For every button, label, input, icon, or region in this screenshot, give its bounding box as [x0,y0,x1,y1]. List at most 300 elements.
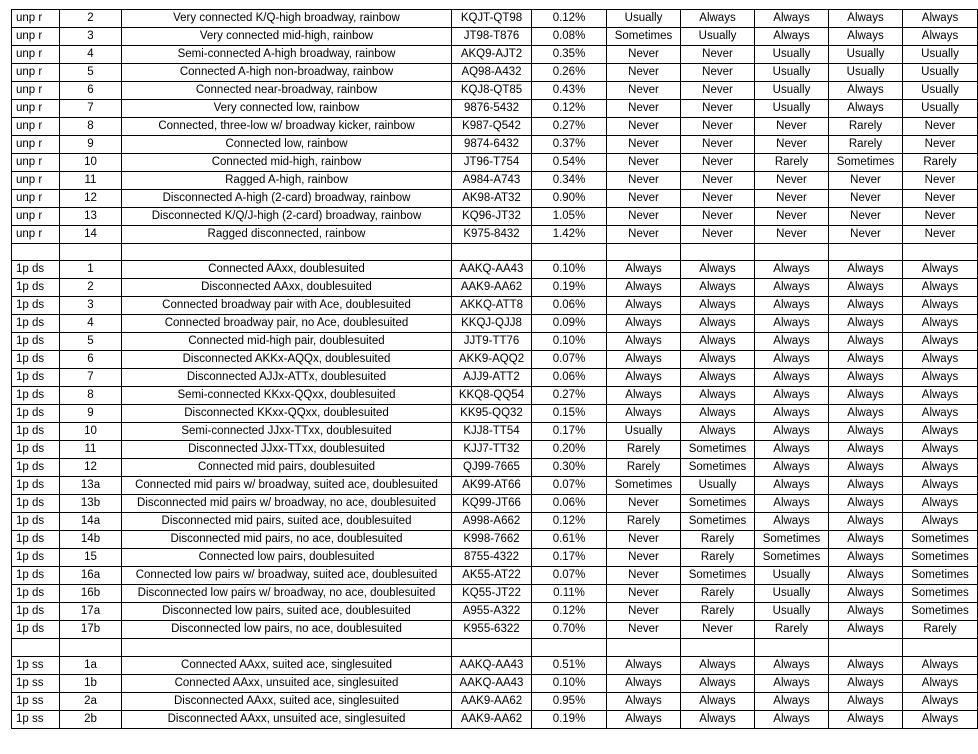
action-3-cell: Usually [755,82,829,100]
action-2-cell: Never [681,154,755,172]
category-cell [12,639,60,656]
action-3-cell: Always [755,297,829,315]
action-5-cell: Always [903,656,978,674]
description-cell: Connected mid pairs, doublesuited [122,459,452,477]
action-3-cell: Always [755,495,829,513]
range-cell: A955-A322 [452,603,532,621]
action-1-cell: Never [607,136,681,154]
index-cell: 10 [60,423,122,441]
frequency-cell: 0.51% [532,656,607,674]
category-cell: unp r [12,172,60,190]
action-1-cell: Never [607,603,681,621]
action-3-cell: Always [755,315,829,333]
index-cell: 2b [60,710,122,728]
action-4-cell: Always [829,621,903,639]
action-5-cell: Always [903,387,978,405]
frequency-cell: 0.17% [532,549,607,567]
action-5-cell: Usually [903,82,978,100]
action-4-cell: Sometimes [829,154,903,172]
action-3-cell: Always [755,279,829,297]
description-cell: Very connected K/Q-high broadway, rainbow [122,10,452,28]
action-3-cell: Usually [755,603,829,621]
action-3-cell: Always [755,441,829,459]
action-5-cell: Always [903,297,978,315]
index-cell: 16a [60,567,122,585]
description-cell: Disconnected low pairs w/ broadway, no ace, doublesuited [122,585,452,603]
range-cell: KJJ7-TT32 [452,441,532,459]
action-5-cell: Always [903,333,978,351]
description-cell: Connected low pairs, doublesuited [122,549,452,567]
description-cell: Very connected mid-high, rainbow [122,28,452,46]
table-body [12,10,978,729]
action-4-cell: Always [829,549,903,567]
action-1-cell: Always [607,692,681,710]
action-5-cell: Never [903,208,978,226]
table-row [12,82,978,100]
category-cell: 1p ss [12,692,60,710]
action-5-cell: Always [903,261,978,279]
frequency-cell: 0.08% [532,28,607,46]
action-1-cell: Always [607,387,681,405]
description-cell: Connected AAxx, unsuited ace, singlesuited [122,674,452,692]
action-3-cell: Never [755,118,829,136]
frequency-cell: 0.10% [532,674,607,692]
action-2-cell: Never [681,172,755,190]
frequency-cell: 0.35% [532,46,607,64]
action-2-cell [681,639,755,656]
index-cell: 13 [60,208,122,226]
frequency-cell: 0.06% [532,297,607,315]
action-4-cell [829,639,903,656]
index-cell: 9 [60,136,122,154]
index-cell: 6 [60,82,122,100]
category-cell: 1p ss [12,656,60,674]
action-4-cell: Always [829,82,903,100]
action-1-cell: Usually [607,10,681,28]
action-5-cell: Sometimes [903,531,978,549]
category-cell: 1p ss [12,674,60,692]
range-cell: 8755-4322 [452,549,532,567]
range-cell: AKQ9-AJT2 [452,46,532,64]
table-row [12,154,978,172]
index-cell: 13b [60,495,122,513]
action-2-cell: Sometimes [681,441,755,459]
action-2-cell: Always [681,315,755,333]
category-cell: 1p ds [12,297,60,315]
table-row [12,244,978,261]
action-1-cell: Always [607,279,681,297]
range-cell: KK95-QQ32 [452,405,532,423]
description-cell [122,244,452,261]
category-cell: 1p ds [12,621,60,639]
action-2-cell [681,244,755,261]
frequency-cell: 0.06% [532,495,607,513]
action-4-cell: Always [829,513,903,531]
description-cell: Disconnected mid pairs, suited ace, doublesuited [122,513,452,531]
action-4-cell: Always [829,692,903,710]
action-2-cell: Rarely [681,585,755,603]
action-4-cell: Never [829,190,903,208]
frequency-cell: 1.05% [532,208,607,226]
action-3-cell: Never [755,190,829,208]
table-row [12,423,978,441]
action-2-cell: Never [681,100,755,118]
range-cell: AKK9-AQQ2 [452,351,532,369]
frequency-cell: 0.17% [532,423,607,441]
action-5-cell: Always [903,441,978,459]
description-cell: Connected mid-high pair, doublesuited [122,333,452,351]
table-row [12,674,978,692]
action-1-cell: Never [607,172,681,190]
index-cell: 7 [60,100,122,118]
range-cell: AKKQ-ATT8 [452,297,532,315]
action-4-cell: Always [829,477,903,495]
action-3-cell: Always [755,692,829,710]
action-3-cell: Sometimes [755,531,829,549]
action-5-cell: Always [903,279,978,297]
range-cell: KKQ8-QQ54 [452,387,532,405]
action-2-cell: Usually [681,477,755,495]
action-1-cell: Always [607,405,681,423]
frequency-cell: 0.27% [532,118,607,136]
range-cell: A984-A743 [452,172,532,190]
index-cell: 9 [60,405,122,423]
frequency-cell: 0.07% [532,477,607,495]
description-cell: Disconnected KKxx-QQxx, doublesuited [122,405,452,423]
action-1-cell: Never [607,585,681,603]
action-3-cell: Always [755,333,829,351]
range-cell: AK98-AT32 [452,190,532,208]
description-cell: Disconnected AKKx-AQQx, doublesuited [122,351,452,369]
action-4-cell: Usually [829,46,903,64]
action-1-cell: Never [607,100,681,118]
index-cell: 10 [60,154,122,172]
table-row [12,405,978,423]
description-cell: Ragged disconnected, rainbow [122,226,452,244]
action-3-cell: Always [755,405,829,423]
action-4-cell: Always [829,656,903,674]
index-cell [60,639,122,656]
range-cell: AAK9-AA62 [452,710,532,728]
range-cell: K955-6322 [452,621,532,639]
action-3-cell: Never [755,136,829,154]
action-1-cell: Rarely [607,459,681,477]
action-2-cell: Usually [681,28,755,46]
description-cell: Connected AAxx, suited ace, singlesuited [122,656,452,674]
action-1-cell: Rarely [607,441,681,459]
description-cell: Disconnected mid pairs, no ace, doublesuited [122,531,452,549]
frequency-cell: 0.26% [532,64,607,82]
action-5-cell: Always [903,495,978,513]
category-cell: 1p ss [12,710,60,728]
table-row [12,459,978,477]
table-row [12,64,978,82]
table-row [12,477,978,495]
index-cell: 2a [60,692,122,710]
action-2-cell: Always [681,674,755,692]
action-5-cell: Rarely [903,154,978,172]
range-cell: KJJ8-TT54 [452,423,532,441]
action-4-cell: Always [829,603,903,621]
description-cell: Disconnected AAxx, suited ace, singlesuited [122,692,452,710]
action-5-cell: Always [903,351,978,369]
range-cell: AK99-AT66 [452,477,532,495]
category-cell: 1p ds [12,369,60,387]
action-4-cell: Never [829,208,903,226]
action-4-cell: Always [829,441,903,459]
action-2-cell: Always [681,279,755,297]
table-row [12,136,978,154]
index-cell: 14a [60,513,122,531]
range-cell: KQ55-JT22 [452,585,532,603]
table-row [12,513,978,531]
frequency-cell: 0.19% [532,279,607,297]
action-4-cell: Always [829,297,903,315]
index-cell: 5 [60,333,122,351]
table-row [12,28,978,46]
action-2-cell: Always [681,692,755,710]
description-cell: Very connected low, rainbow [122,100,452,118]
range-cell: KQJ8-QT85 [452,82,532,100]
description-cell: Disconnected K/Q/J-high (2-card) broadway, rainbow [122,208,452,226]
range-cell: AAKQ-AA43 [452,674,532,692]
action-2-cell: Always [681,10,755,28]
frequency-cell [532,639,607,656]
action-4-cell: Usually [829,64,903,82]
category-cell: unp r [12,28,60,46]
action-5-cell: Always [903,710,978,728]
action-2-cell: Never [681,46,755,64]
action-5-cell: Always [903,513,978,531]
action-5-cell: Always [903,28,978,46]
action-5-cell: Always [903,477,978,495]
action-5-cell: Always [903,10,978,28]
index-cell: 11 [60,172,122,190]
action-3-cell: Usually [755,585,829,603]
action-4-cell: Never [829,172,903,190]
action-1-cell: Always [607,656,681,674]
action-5-cell: Always [903,369,978,387]
frequency-cell: 0.12% [532,10,607,28]
action-5-cell [903,244,978,261]
action-4-cell: Always [829,585,903,603]
index-cell: 4 [60,46,122,64]
category-cell: unp r [12,118,60,136]
action-2-cell: Never [681,136,755,154]
frequency-cell: 0.06% [532,369,607,387]
table-row [12,621,978,639]
action-3-cell: Usually [755,567,829,585]
action-4-cell: Always [829,100,903,118]
action-1-cell: Usually [607,423,681,441]
index-cell: 14b [60,531,122,549]
frequency-cell: 0.70% [532,621,607,639]
action-1-cell [607,244,681,261]
range-cell: K975-8432 [452,226,532,244]
frequency-cell: 0.43% [532,82,607,100]
action-2-cell: Never [681,82,755,100]
index-cell: 2 [60,10,122,28]
range-cell: 9876-5432 [452,100,532,118]
range-cell: JT98-T876 [452,28,532,46]
action-1-cell [607,639,681,656]
action-1-cell: Always [607,351,681,369]
action-1-cell: Rarely [607,513,681,531]
action-1-cell: Always [607,297,681,315]
range-cell [452,244,532,261]
description-cell: Semi-connected A-high broadway, rainbow [122,46,452,64]
action-3-cell: Rarely [755,154,829,172]
category-cell: 1p ds [12,315,60,333]
action-2-cell: Always [681,369,755,387]
index-cell: 17a [60,603,122,621]
category-cell: 1p ds [12,333,60,351]
action-5-cell: Never [903,136,978,154]
action-3-cell: Always [755,10,829,28]
action-1-cell: Never [607,567,681,585]
category-cell: 1p ds [12,405,60,423]
category-cell: 1p ds [12,513,60,531]
description-cell: Disconnected low pairs, no ace, doublesuited [122,621,452,639]
table-row [12,261,978,279]
index-cell: 13a [60,477,122,495]
frequency-cell: 0.10% [532,261,607,279]
action-1-cell: Never [607,46,681,64]
action-2-cell: Never [681,208,755,226]
description-cell: Ragged A-high, rainbow [122,172,452,190]
table-row [12,710,978,728]
table-row [12,315,978,333]
action-5-cell: Always [903,674,978,692]
action-4-cell: Rarely [829,136,903,154]
action-5-cell: Sometimes [903,567,978,585]
frequency-cell: 0.10% [532,333,607,351]
action-2-cell: Rarely [681,603,755,621]
index-cell: 8 [60,387,122,405]
index-cell: 11 [60,441,122,459]
index-cell: 15 [60,549,122,567]
table-row [12,333,978,351]
action-4-cell: Never [829,226,903,244]
table-row [12,585,978,603]
category-cell: 1p ds [12,261,60,279]
index-cell: 6 [60,351,122,369]
index-cell: 5 [60,64,122,82]
table-row [12,297,978,315]
action-2-cell: Always [681,423,755,441]
action-5-cell: Usually [903,46,978,64]
frequency-cell: 0.15% [532,405,607,423]
action-2-cell: Sometimes [681,567,755,585]
action-1-cell: Never [607,190,681,208]
description-cell: Disconnected AAxx, unsuited ace, singlesuited [122,710,452,728]
table-row [12,190,978,208]
range-cell: AAK9-AA62 [452,692,532,710]
frequency-cell: 0.09% [532,315,607,333]
action-2-cell: Always [681,297,755,315]
action-3-cell: Usually [755,46,829,64]
category-cell: unp r [12,64,60,82]
description-cell: Disconnected low pairs, suited ace, doublesuited [122,603,452,621]
frequency-cell: 0.54% [532,154,607,172]
action-4-cell: Always [829,279,903,297]
action-2-cell: Always [681,261,755,279]
description-cell: Disconnected A-high (2-card) broadway, rainbow [122,190,452,208]
table-row [12,549,978,567]
action-3-cell: Always [755,369,829,387]
description-cell: Disconnected AAxx, doublesuited [122,279,452,297]
action-2-cell: Sometimes [681,513,755,531]
index-cell: 12 [60,190,122,208]
description-cell: Connected mid-high, rainbow [122,154,452,172]
category-cell: unp r [12,154,60,172]
range-cell: AAKQ-AA43 [452,656,532,674]
table-row [12,351,978,369]
action-3-cell: Always [755,387,829,405]
action-4-cell: Always [829,405,903,423]
frequency-cell: 0.61% [532,531,607,549]
action-4-cell: Always [829,10,903,28]
index-cell: 12 [60,459,122,477]
description-cell: Disconnected JJxx-TTxx, doublesuited [122,441,452,459]
description-cell: Disconnected mid pairs w/ broadway, no ace, doublesuited [122,495,452,513]
range-cell: A998-A662 [452,513,532,531]
frequency-cell: 0.07% [532,351,607,369]
action-1-cell: Always [607,674,681,692]
category-cell: unp r [12,190,60,208]
category-cell: 1p ds [12,387,60,405]
action-1-cell: Never [607,154,681,172]
category-cell: 1p ds [12,459,60,477]
category-cell: 1p ds [12,549,60,567]
action-1-cell: Never [607,621,681,639]
table-row [12,10,978,28]
category-cell: unp r [12,82,60,100]
description-cell: Semi-connected KKxx-QQxx, doublesuited [122,387,452,405]
frequency-cell: 0.20% [532,441,607,459]
action-5-cell: Never [903,118,978,136]
action-2-cell: Never [681,226,755,244]
action-3-cell: Always [755,477,829,495]
category-cell: 1p ds [12,567,60,585]
table-row [12,567,978,585]
action-1-cell: Never [607,64,681,82]
frequency-cell: 1.42% [532,226,607,244]
range-cell: K998-7662 [452,531,532,549]
action-3-cell: Always [755,710,829,728]
frequency-cell: 0.90% [532,190,607,208]
category-cell: 1p ds [12,441,60,459]
range-cell: KQ99-JT66 [452,495,532,513]
table-row [12,172,978,190]
category-cell: 1p ds [12,423,60,441]
category-cell: unp r [12,136,60,154]
description-cell: Connected low, rainbow [122,136,452,154]
category-cell: 1p ds [12,279,60,297]
action-4-cell: Always [829,495,903,513]
table-row [12,603,978,621]
action-5-cell: Sometimes [903,585,978,603]
hand-range-table [11,9,978,729]
frequency-cell: 0.11% [532,585,607,603]
action-4-cell: Always [829,531,903,549]
action-3-cell: Sometimes [755,549,829,567]
action-1-cell: Sometimes [607,28,681,46]
index-cell: 17b [60,621,122,639]
action-2-cell: Never [681,190,755,208]
action-4-cell [829,244,903,261]
action-2-cell: Never [681,118,755,136]
